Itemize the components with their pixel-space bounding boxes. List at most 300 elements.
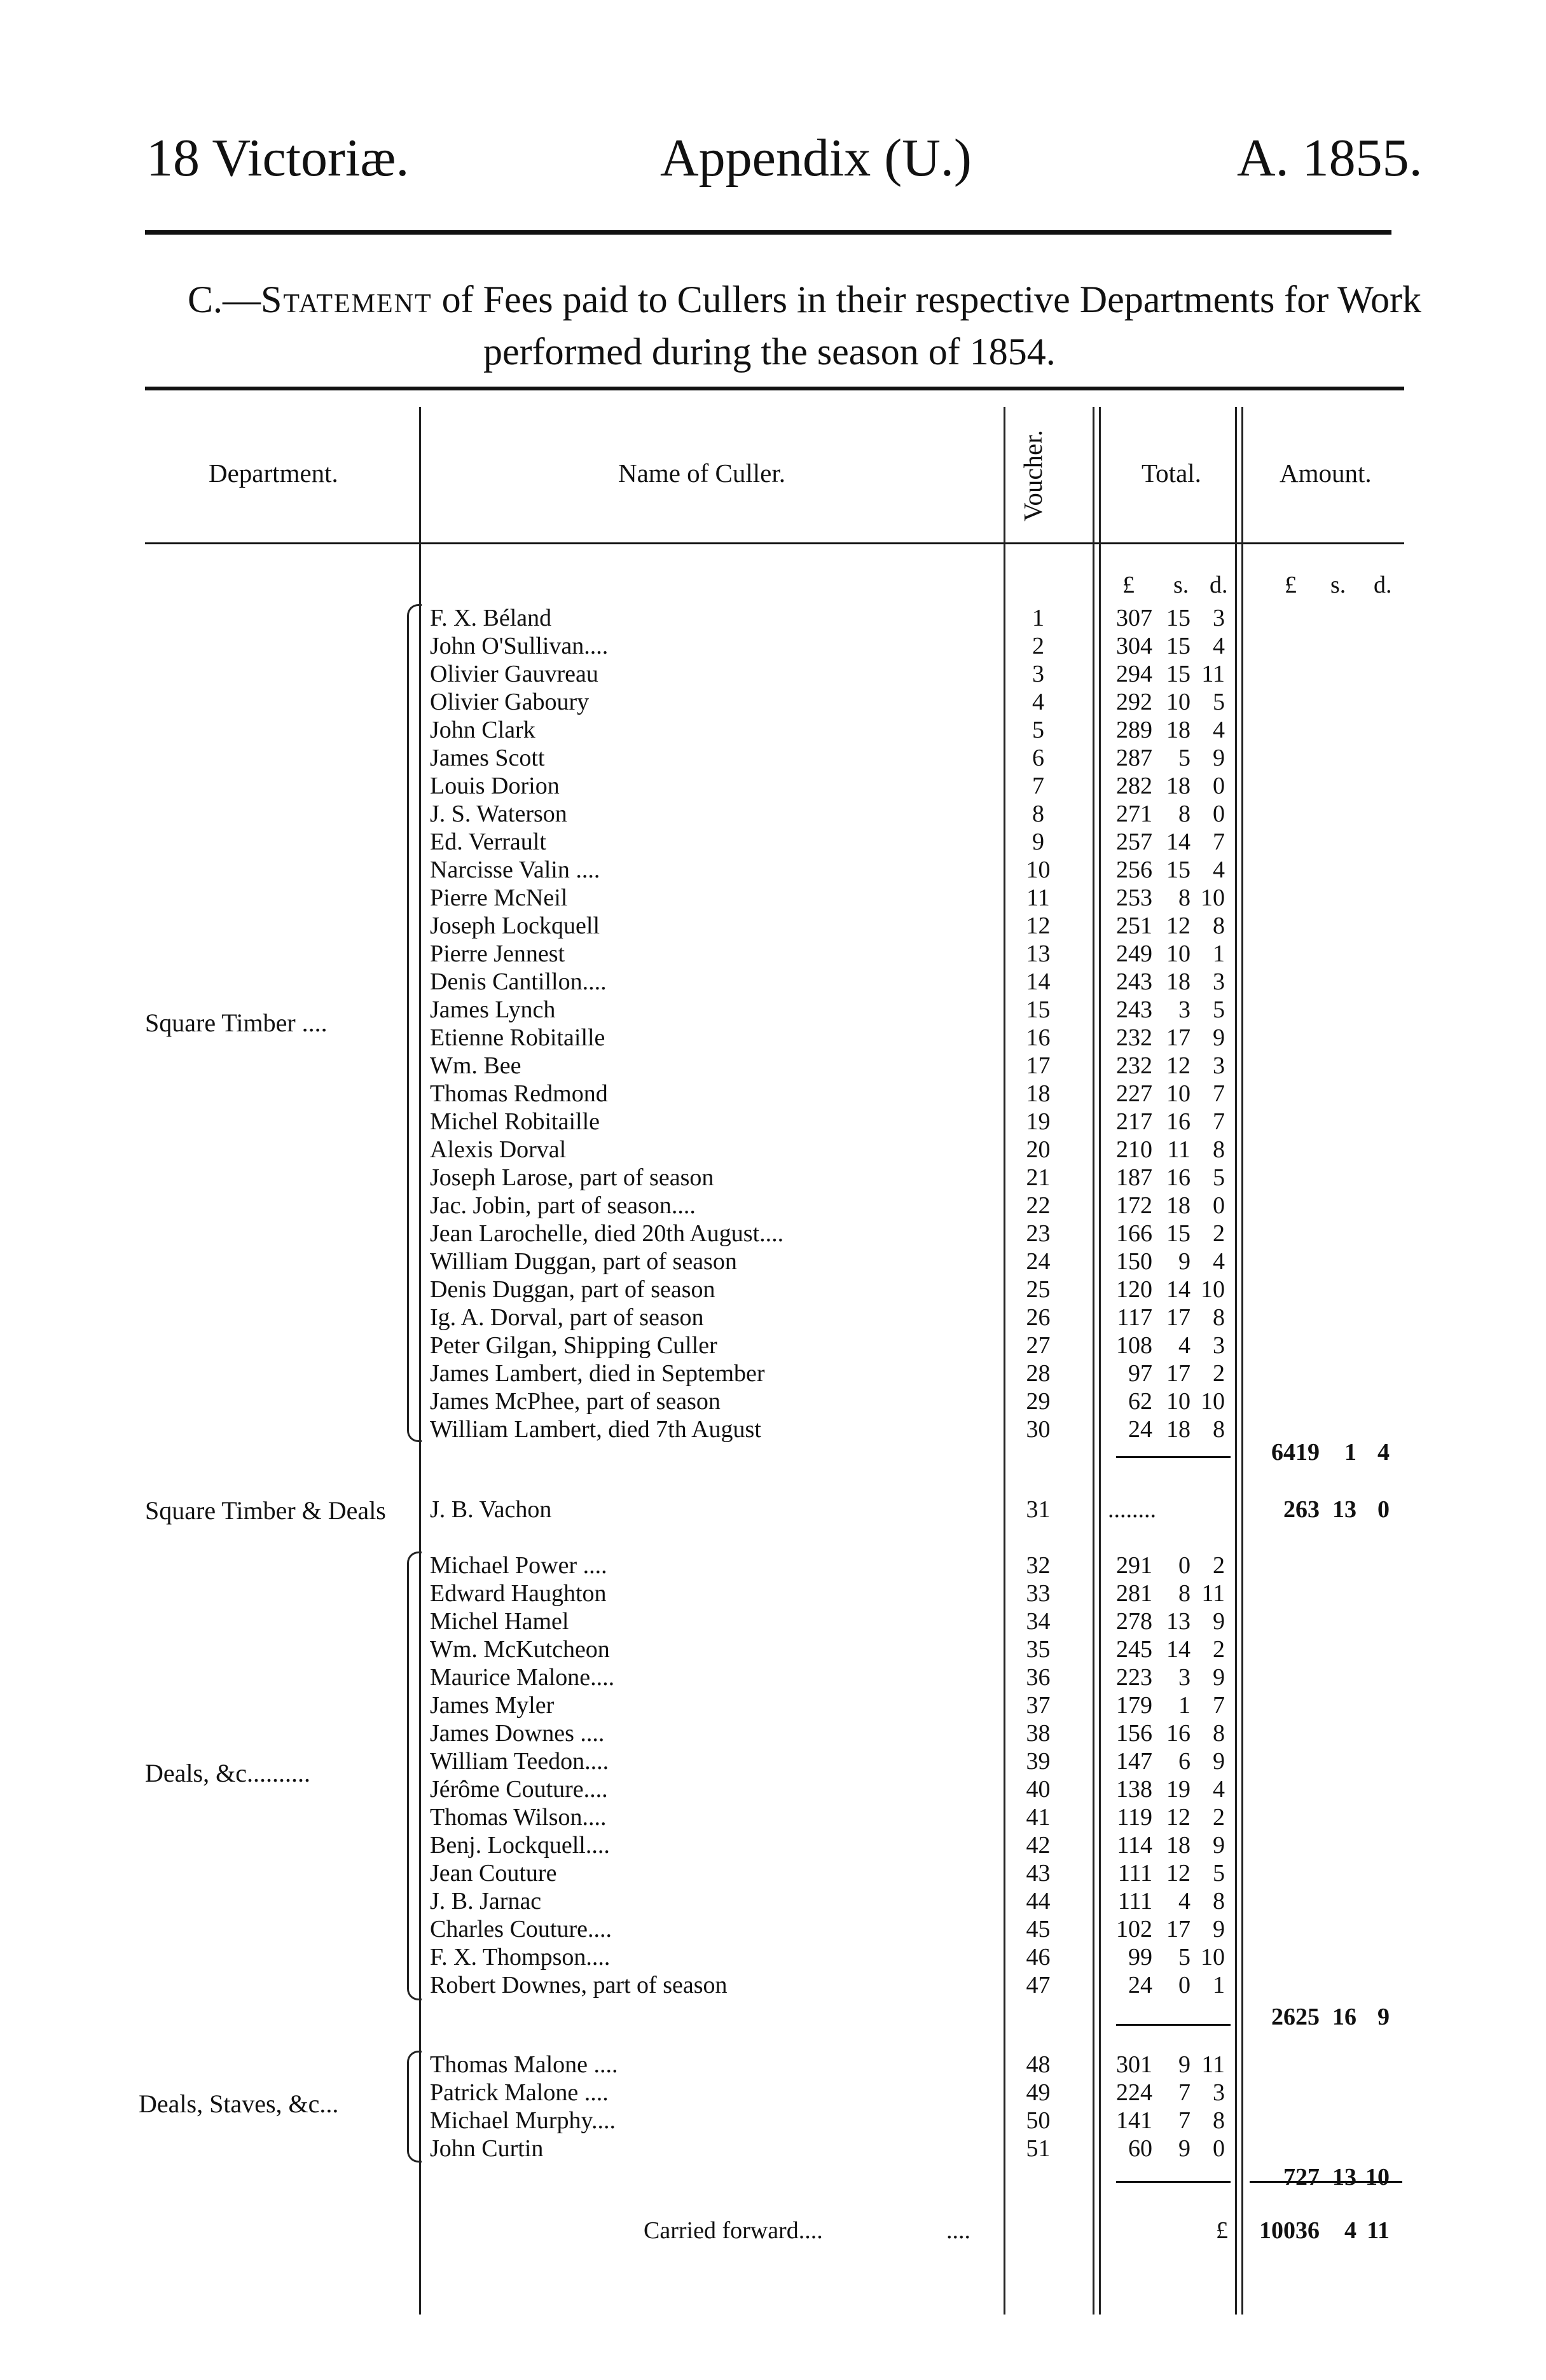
culler-name: William Duggan, part of season xyxy=(430,1248,737,1275)
table-row xyxy=(0,2135,1546,2163)
total-pence: 1 xyxy=(1213,1972,1225,1998)
total-shillings: 9 xyxy=(1178,2135,1191,2162)
total-shillings: 8 xyxy=(1178,1580,1191,1607)
culler-name: Joseph Larose, part of season xyxy=(430,1164,714,1191)
table-row xyxy=(0,744,1546,772)
voucher-number: 33 xyxy=(1026,1580,1051,1607)
table-row xyxy=(0,1359,1546,1387)
total-pence: 9 xyxy=(1213,1748,1225,1775)
total-pounds: 307 xyxy=(1116,605,1152,631)
table-row xyxy=(0,1551,1546,1579)
culler-name: Michel Robitaille xyxy=(430,1108,600,1135)
total-pence: 7 xyxy=(1213,1080,1225,1107)
amount-unit-pence: d. xyxy=(1374,572,1392,598)
total-pounds: 62 xyxy=(1128,1388,1152,1415)
total-shillings: 15 xyxy=(1166,661,1191,687)
voucher-number: 43 xyxy=(1026,1860,1051,1887)
title-statement: Statement xyxy=(261,279,432,320)
culler-name: James McPhee, part of season xyxy=(430,1388,721,1415)
table-row xyxy=(0,1052,1546,1080)
total-shillings: 14 xyxy=(1166,1636,1191,1663)
total-shillings: 15 xyxy=(1166,605,1191,631)
subtotal-square-timber-deals: 263 13 0 xyxy=(1283,1496,1390,1523)
total-shillings: 5 xyxy=(1178,1944,1191,1971)
culler-name: Wm. Bee xyxy=(430,1052,521,1079)
voucher-number: 51 xyxy=(1026,2135,1051,2162)
voucher-number: 28 xyxy=(1026,1360,1051,1387)
table-row xyxy=(0,1831,1546,1859)
voucher-number: 25 xyxy=(1026,1276,1051,1303)
voucher-number: 5 xyxy=(1032,717,1044,743)
voucher-number: 45 xyxy=(1026,1916,1051,1943)
dept-label-square-timber: Square Timber .... xyxy=(145,1008,328,1037)
voucher-number: 14 xyxy=(1026,968,1051,995)
header-right: A. 1855. xyxy=(1237,128,1423,188)
table-row xyxy=(0,1303,1546,1331)
total-pence: 5 xyxy=(1213,1860,1225,1887)
table-row xyxy=(0,968,1546,996)
voucher-number: 27 xyxy=(1026,1332,1051,1359)
culler-name: John Curtin xyxy=(430,2135,544,2162)
total-pence: 7 xyxy=(1213,1108,1225,1135)
total-shillings: 3 xyxy=(1178,996,1191,1023)
total-pence: 5 xyxy=(1213,1164,1225,1191)
culler-name: F. X. Thompson.... xyxy=(430,1944,611,1971)
total-pence: 4 xyxy=(1213,856,1225,883)
culler-name: Jérôme Couture.... xyxy=(430,1776,608,1803)
table-row xyxy=(0,1635,1546,1663)
total-pence: 2 xyxy=(1213,1552,1225,1579)
culler-name: William Teedon.... xyxy=(430,1748,609,1775)
total-pence: 4 xyxy=(1213,1776,1225,1803)
culler-name: Etienne Robitaille xyxy=(430,1024,605,1051)
table-row xyxy=(0,1607,1546,1635)
total-unit-pence: d. xyxy=(1210,572,1228,598)
carried-forward-dots: .... xyxy=(946,2217,970,2244)
table-row xyxy=(0,1136,1546,1164)
total-shillings: 18 xyxy=(1166,1832,1191,1859)
voucher-number: 21 xyxy=(1026,1164,1051,1191)
culler-name: Narcisse Valin .... xyxy=(430,856,600,883)
total-shillings: 5 xyxy=(1178,745,1191,771)
culler-name: Denis Cantillon.... xyxy=(430,968,607,995)
total-shillings: 4 xyxy=(1178,1332,1191,1359)
total-shillings: 17 xyxy=(1166,1916,1191,1943)
total-pence: 0 xyxy=(1213,773,1225,799)
culler-name: Robert Downes, part of season xyxy=(430,1972,728,1998)
total-shillings: 18 xyxy=(1166,1192,1191,1219)
table-row xyxy=(0,1887,1546,1915)
total-pounds: 156 xyxy=(1116,1720,1152,1747)
total-shillings: 15 xyxy=(1166,633,1191,659)
voucher-number: 47 xyxy=(1026,1972,1051,1998)
total-pounds: 287 xyxy=(1116,745,1152,771)
total-pence: 9 xyxy=(1213,745,1225,771)
culler-name: Patrick Malone .... xyxy=(430,2079,609,2106)
brace-deals xyxy=(407,1551,422,2000)
total-pence: 2 xyxy=(1213,1636,1225,1663)
total-pounds: 253 xyxy=(1116,884,1152,911)
culler-name: Pierre Jennest xyxy=(430,940,565,967)
table-row xyxy=(0,2051,1546,2079)
table-row xyxy=(0,1803,1546,1831)
culler-name: J. B. Vachon xyxy=(430,1496,552,1523)
total-pence: 5 xyxy=(1213,689,1225,715)
total-shillings: 15 xyxy=(1166,1220,1191,1247)
title-line1-rest: of Fees paid to Cullers in their respective Departments for Work xyxy=(432,279,1421,320)
total-pence: 8 xyxy=(1213,1720,1225,1747)
total-pounds: 243 xyxy=(1116,968,1152,995)
total-pence: 10 xyxy=(1201,1276,1225,1303)
total-pence: 10 xyxy=(1201,1388,1225,1415)
total-shillings: 10 xyxy=(1166,940,1191,967)
voucher-number: 36 xyxy=(1026,1664,1051,1691)
voucher-number: 31 xyxy=(1026,1496,1051,1523)
table-row xyxy=(0,632,1546,660)
total-shillings: 15 xyxy=(1166,856,1191,883)
total-shillings: 9 xyxy=(1178,2051,1191,2078)
brace-deals-staves xyxy=(407,2051,422,2163)
voucher-number: 42 xyxy=(1026,1832,1051,1859)
total-shillings: 3 xyxy=(1178,1664,1191,1691)
total-shillings: 12 xyxy=(1166,912,1191,939)
total-shillings: 11 xyxy=(1167,1136,1191,1163)
title-prefix: C.— xyxy=(188,279,261,320)
total-pounds: 102 xyxy=(1116,1916,1152,1943)
total-shillings: 8 xyxy=(1178,884,1191,911)
total-shillings: 0 xyxy=(1178,1972,1191,1998)
col-header-total: Total. xyxy=(1142,458,1201,488)
col-header-voucher: Voucher. xyxy=(1018,430,1047,521)
total-pounds: 223 xyxy=(1116,1664,1152,1691)
table-row xyxy=(0,1943,1546,1971)
total-pence: 2 xyxy=(1213,1220,1225,1247)
table-row xyxy=(0,772,1546,800)
voucher-number: 2 xyxy=(1032,633,1044,659)
culler-name: Olivier Gaboury xyxy=(430,689,590,715)
culler-name: John Clark xyxy=(430,717,535,743)
total-pence: 4 xyxy=(1213,1248,1225,1275)
header-rule xyxy=(145,230,1391,235)
total-pence: 9 xyxy=(1213,1608,1225,1635)
total-shillings: 19 xyxy=(1166,1776,1191,1803)
voucher-number: 41 xyxy=(1026,1804,1051,1831)
voucher-number: 6 xyxy=(1032,745,1044,771)
voucher-number: 40 xyxy=(1026,1776,1051,1803)
voucher-number: 37 xyxy=(1026,1692,1051,1719)
total-pence: 8 xyxy=(1213,1416,1225,1443)
culler-name: Benj. Lockquell.... xyxy=(430,1832,610,1859)
total-shillings: 18 xyxy=(1166,717,1191,743)
table-row xyxy=(0,1719,1546,1747)
subtotal-deals-staves: 727 13 10 xyxy=(1283,2164,1390,2191)
total-pounds: 179 xyxy=(1116,1692,1152,1719)
total-pounds: 256 xyxy=(1116,856,1152,883)
table-row xyxy=(0,800,1546,828)
total-pence: 4 xyxy=(1213,717,1225,743)
table-row xyxy=(0,688,1546,716)
culler-name: John O'Sullivan.... xyxy=(430,633,609,659)
total-shillings: 7 xyxy=(1178,2079,1191,2106)
total-shillings: 18 xyxy=(1166,1416,1191,1443)
carried-forward-label: Carried forward.... xyxy=(644,2217,823,2244)
col-header-amount: Amount. xyxy=(1280,458,1372,488)
culler-name: Edward Haughton xyxy=(430,1580,607,1607)
culler-name: Peter Gilgan, Shipping Culler xyxy=(430,1332,717,1359)
total-pounds: 291 xyxy=(1116,1552,1152,1579)
title-line-1 xyxy=(188,273,1421,326)
total-pence: 8 xyxy=(1213,1888,1225,1915)
total-pounds: 141 xyxy=(1116,2107,1152,2134)
total-pence: 5 xyxy=(1213,996,1225,1023)
voucher-number: 16 xyxy=(1026,1024,1051,1051)
table-row xyxy=(0,1663,1546,1691)
table-row xyxy=(0,1579,1546,1607)
total-pence: 3 xyxy=(1213,2079,1225,2106)
total-unit-pounds: £ xyxy=(1122,572,1135,598)
culler-name: Thomas Redmond xyxy=(430,1080,608,1107)
total-pounds: 227 xyxy=(1116,1080,1152,1107)
carried-forward-currency: £ xyxy=(1216,2217,1228,2244)
total-shillings: 10 xyxy=(1166,1080,1191,1107)
culler-name: Jac. Jobin, part of season.... xyxy=(430,1192,696,1219)
total-pence: 2 xyxy=(1213,1804,1225,1831)
table-row xyxy=(0,1192,1546,1220)
total-pounds: 282 xyxy=(1116,773,1152,799)
title-line-2: performed during the season of 1854. xyxy=(483,331,1056,373)
voucher-number: 4 xyxy=(1032,689,1044,715)
total-pence: 0 xyxy=(1213,2135,1225,2162)
total-pence: 9 xyxy=(1213,1832,1225,1859)
voucher-number: 7 xyxy=(1032,773,1044,799)
total-pence: 11 xyxy=(1201,1580,1225,1607)
total-pounds: 60 xyxy=(1128,2135,1152,2162)
voucher-number: 44 xyxy=(1026,1888,1051,1915)
voucher-number: 17 xyxy=(1026,1052,1051,1079)
total-pounds: 243 xyxy=(1116,996,1152,1023)
total-pounds: 138 xyxy=(1116,1776,1152,1803)
total-pounds: 232 xyxy=(1116,1024,1152,1051)
table-row xyxy=(0,660,1546,688)
table-row xyxy=(0,884,1546,912)
table-row xyxy=(0,1331,1546,1359)
total-shillings: 0 xyxy=(1178,1552,1191,1579)
amount-unit-pounds: £ xyxy=(1285,572,1297,598)
total-pounds: 147 xyxy=(1116,1748,1152,1775)
subtotal-rule-4 xyxy=(1116,2181,1231,2183)
total-pounds: 249 xyxy=(1116,940,1152,967)
total-shillings: 16 xyxy=(1166,1108,1191,1135)
total-pounds: 292 xyxy=(1116,689,1152,715)
total-pence: 8 xyxy=(1213,912,1225,939)
culler-name: Olivier Gauvreau xyxy=(430,661,598,687)
total-pence: 0 xyxy=(1213,1192,1225,1219)
culler-name: James Downes .... xyxy=(430,1720,605,1747)
total-pounds: 117 xyxy=(1117,1304,1152,1331)
total-pence: 3 xyxy=(1213,968,1225,995)
total-shillings: 16 xyxy=(1166,1164,1191,1191)
total-shillings: 1 xyxy=(1178,1692,1191,1719)
culler-name: Thomas Wilson.... xyxy=(430,1804,607,1831)
total-pounds: 111 xyxy=(1117,1860,1152,1887)
voucher-number: 38 xyxy=(1026,1720,1051,1747)
voucher-number: 13 xyxy=(1026,940,1051,967)
total-pounds: 24 xyxy=(1128,1416,1152,1443)
table-row xyxy=(0,1915,1546,1943)
voucher-number: 39 xyxy=(1026,1748,1051,1775)
total-pounds: 99 xyxy=(1128,1944,1152,1971)
total-pence: 1 xyxy=(1213,940,1225,967)
total-pounds: 301 xyxy=(1116,2051,1152,2078)
total-shillings: 18 xyxy=(1166,968,1191,995)
voucher-number: 3 xyxy=(1032,661,1044,687)
voucher-number: 29 xyxy=(1026,1388,1051,1415)
voucher-number: 18 xyxy=(1026,1080,1051,1107)
culler-name: Michael Murphy.... xyxy=(430,2107,616,2134)
amount-unit-shillings: s. xyxy=(1330,572,1346,598)
culler-name: Michael Power .... xyxy=(430,1552,607,1579)
total-pence: 3 xyxy=(1213,1332,1225,1359)
table-row xyxy=(0,828,1546,856)
total-pence: 3 xyxy=(1213,1052,1225,1079)
total-shillings: 10 xyxy=(1166,689,1191,715)
voucher-number: 1 xyxy=(1032,605,1044,631)
brace-square-timber xyxy=(407,604,422,1442)
col-header-department: Department. xyxy=(209,458,338,488)
voucher-number: 9 xyxy=(1032,829,1044,855)
total-shillings: 9 xyxy=(1178,1248,1191,1275)
header-center: Appendix (U.) xyxy=(660,128,972,188)
total-pounds: 232 xyxy=(1116,1052,1152,1079)
total-pence: 7 xyxy=(1213,1692,1225,1719)
total-pounds: 114 xyxy=(1117,1832,1152,1859)
total-dots: ........ xyxy=(1108,1496,1156,1523)
table-top-rule xyxy=(145,387,1404,390)
carried-forward-amount: 10036 4 11 xyxy=(1259,2217,1390,2244)
culler-name: Charles Couture.... xyxy=(430,1916,612,1943)
total-shillings: 17 xyxy=(1166,1304,1191,1331)
total-pence: 7 xyxy=(1213,829,1225,855)
table-row xyxy=(0,1859,1546,1887)
total-pounds: 166 xyxy=(1116,1220,1152,1247)
total-pence: 10 xyxy=(1201,884,1225,911)
total-shillings: 16 xyxy=(1166,1720,1191,1747)
voucher-number: 19 xyxy=(1026,1108,1051,1135)
culler-name: Ed. Verrault xyxy=(430,829,546,855)
total-shillings: 7 xyxy=(1178,2107,1191,2134)
dept-label-deals-staves: Deals, Staves, &c... xyxy=(139,2089,339,2118)
total-pence: 10 xyxy=(1201,1944,1225,1971)
table-row xyxy=(0,1108,1546,1136)
total-pounds: 271 xyxy=(1116,801,1152,827)
culler-name: Ig. A. Dorval, part of season xyxy=(430,1304,704,1331)
culler-name: J. S. Waterson xyxy=(430,801,567,827)
total-pounds: 210 xyxy=(1116,1136,1152,1163)
culler-name: Maurice Malone.... xyxy=(430,1664,615,1691)
total-pence: 11 xyxy=(1201,2051,1225,2078)
total-pence: 0 xyxy=(1213,801,1225,827)
table-row xyxy=(0,1387,1546,1415)
total-unit-shillings: s. xyxy=(1173,572,1189,598)
table-row xyxy=(0,1164,1546,1192)
total-pence: 9 xyxy=(1213,1664,1225,1691)
total-shillings: 14 xyxy=(1166,1276,1191,1303)
total-shillings: 13 xyxy=(1166,1608,1191,1635)
total-pounds: 251 xyxy=(1116,912,1152,939)
voucher-number: 10 xyxy=(1026,856,1051,883)
total-pounds: 150 xyxy=(1116,1248,1152,1275)
culler-name: Thomas Malone .... xyxy=(430,2051,618,2078)
voucher-number: 46 xyxy=(1026,1944,1051,1971)
subtotal-square-timber: 6419 1 4 xyxy=(1271,1439,1390,1466)
total-shillings: 10 xyxy=(1166,1388,1191,1415)
total-pounds: 217 xyxy=(1116,1108,1152,1135)
total-shillings: 17 xyxy=(1166,1360,1191,1387)
subtotal-rule-3 xyxy=(1116,2024,1231,2026)
total-pounds: 224 xyxy=(1116,2079,1152,2106)
voucher-number: 49 xyxy=(1026,2079,1051,2106)
voucher-number: 11 xyxy=(1026,884,1050,911)
culler-name: Alexis Dorval xyxy=(430,1136,567,1163)
statement-title xyxy=(188,273,1421,378)
culler-name: Louis Dorion xyxy=(430,773,560,799)
total-shillings: 12 xyxy=(1166,1860,1191,1887)
total-pounds: 187 xyxy=(1116,1164,1152,1191)
table-row xyxy=(0,912,1546,940)
col-header-name: Name of Culler. xyxy=(618,458,786,488)
total-pence: 4 xyxy=(1213,633,1225,659)
total-pence: 8 xyxy=(1213,2107,1225,2134)
culler-name: Michel Hamel xyxy=(430,1608,569,1635)
culler-name: J. B. Jarnac xyxy=(430,1888,542,1915)
culler-name: Jean Couture xyxy=(430,1860,557,1887)
voucher-number: 30 xyxy=(1026,1416,1051,1443)
culler-name: Denis Duggan, part of season xyxy=(430,1276,715,1303)
voucher-number: 15 xyxy=(1026,996,1051,1023)
total-pence: 8 xyxy=(1213,1304,1225,1331)
culler-name: Wm. McKutcheon xyxy=(430,1636,610,1663)
voucher-number: 22 xyxy=(1026,1192,1051,1219)
voucher-number: 24 xyxy=(1026,1248,1051,1275)
table-row xyxy=(0,1080,1546,1108)
total-pounds: 172 xyxy=(1116,1192,1152,1219)
total-shillings: 18 xyxy=(1166,773,1191,799)
total-pence: 2 xyxy=(1213,1360,1225,1387)
subtotal-rule-1 xyxy=(1116,1456,1231,1458)
table-row xyxy=(0,940,1546,968)
culler-name: Joseph Lockquell xyxy=(430,912,600,939)
total-shillings: 8 xyxy=(1178,801,1191,827)
culler-name: James Lambert, died in September xyxy=(430,1360,765,1387)
table-row xyxy=(0,1248,1546,1276)
voucher-number: 35 xyxy=(1026,1636,1051,1663)
total-shillings: 14 xyxy=(1166,829,1191,855)
culler-name: Jean Larochelle, died 20th August.... xyxy=(430,1220,784,1247)
dept-label-square-timber-deals: Square Timber & Deals xyxy=(145,1496,386,1525)
total-pounds: 294 xyxy=(1116,661,1152,687)
voucher-number: 48 xyxy=(1026,2051,1051,2078)
total-shillings: 12 xyxy=(1166,1052,1191,1079)
total-pounds: 289 xyxy=(1116,717,1152,743)
total-pounds: 111 xyxy=(1117,1888,1152,1915)
table-row xyxy=(0,1220,1546,1248)
voucher-number: 50 xyxy=(1026,2107,1051,2134)
table-row xyxy=(0,716,1546,744)
total-pounds: 304 xyxy=(1116,633,1152,659)
voucher-number: 32 xyxy=(1026,1552,1051,1579)
culler-name: James Lynch xyxy=(430,996,556,1023)
voucher-number: 23 xyxy=(1026,1220,1051,1247)
